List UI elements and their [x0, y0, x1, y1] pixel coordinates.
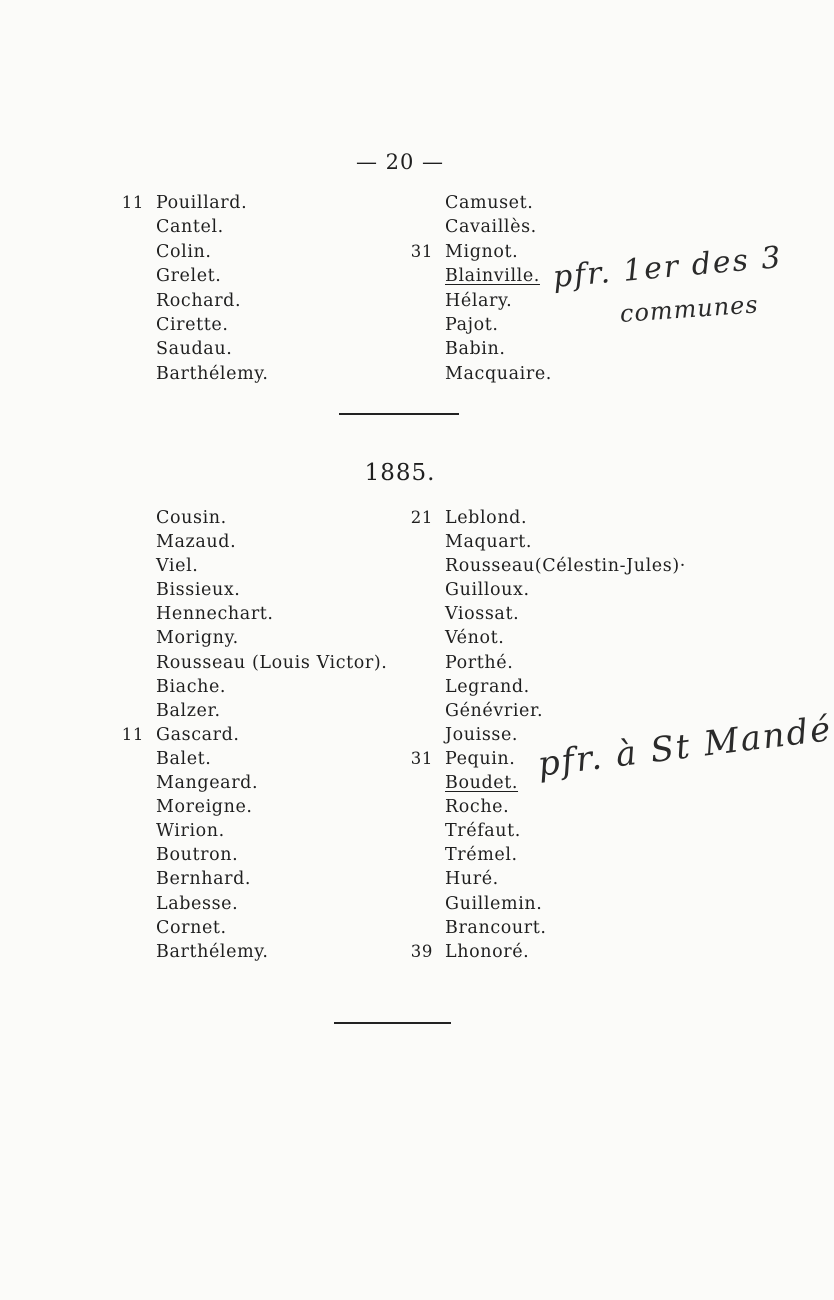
- handwritten-annotation: communes: [619, 290, 760, 328]
- list-item: [121, 191, 269, 215]
- list-item: [156, 578, 387, 602]
- list-item: [445, 626, 686, 650]
- section2-left-column: [121, 506, 388, 964]
- student-name: Rousseau(Célestin-Jules)·: [445, 556, 686, 577]
- student-name: Hélary.: [445, 290, 513, 311]
- student-name: Boutron.: [156, 845, 239, 866]
- list-item: [445, 554, 686, 578]
- student-name: Lhonoré.: [445, 941, 530, 962]
- list-item: [156, 771, 387, 795]
- list-item: [156, 892, 387, 916]
- list-item: [445, 699, 686, 723]
- list-item: [445, 651, 686, 675]
- student-name: Huré.: [445, 869, 499, 890]
- student-name: Porthé.: [445, 652, 514, 673]
- student-name: Cornet.: [156, 917, 227, 938]
- list-item: [445, 337, 552, 361]
- list-item: [445, 289, 552, 313]
- student-name: Colin.: [156, 241, 212, 262]
- student-name: Viossat.: [445, 604, 520, 625]
- rank-number: 21: [410, 508, 433, 527]
- list-item: [410, 940, 686, 964]
- list-item: [156, 313, 269, 337]
- rank-number: 31: [410, 748, 433, 768]
- page-number: — 20 —: [355, 150, 445, 174]
- student-name: Babin.: [445, 339, 506, 360]
- list-item: [445, 675, 686, 699]
- list-item: [445, 578, 686, 602]
- list-item: [445, 191, 552, 215]
- list-item: [445, 892, 686, 916]
- student-name: Roche.: [445, 797, 510, 818]
- list-item: [410, 506, 686, 530]
- student-name: Gascard.: [156, 724, 240, 745]
- student-name: Leblond.: [445, 508, 528, 528]
- student-name: Vénot.: [445, 628, 505, 649]
- list-item: [121, 723, 387, 747]
- list-item: [445, 867, 686, 891]
- year-heading: 1885.: [364, 460, 436, 486]
- list-item: [445, 215, 552, 239]
- list-item: [445, 602, 686, 626]
- student-name: Mazaud.: [156, 532, 237, 553]
- list-item: [156, 867, 387, 891]
- list-item: [156, 602, 387, 626]
- student-name: Rochard.: [156, 290, 242, 311]
- list-item: [156, 506, 387, 530]
- rank-number: 11: [121, 193, 144, 212]
- list-item: [156, 843, 387, 867]
- student-name: Cantel.: [156, 217, 224, 238]
- rank-number: 39: [410, 941, 433, 961]
- student-name: Barthélemy.: [156, 941, 269, 962]
- student-name: Moreigne.: [156, 797, 253, 818]
- student-name: Boudet.: [445, 773, 519, 794]
- student-name: Pouillard.: [156, 193, 248, 213]
- list-item: [445, 916, 686, 940]
- list-item: [156, 699, 387, 723]
- list-item: [445, 819, 686, 843]
- list-item: [156, 240, 269, 264]
- student-name: Pajot.: [445, 314, 499, 335]
- section1-right-column: [410, 191, 552, 386]
- student-name: Guilloux.: [445, 580, 530, 601]
- student-name: Hennechart.: [156, 604, 274, 625]
- list-item: [156, 289, 269, 313]
- rank-number: 11: [121, 724, 144, 744]
- student-name: Jouisse.: [445, 724, 519, 745]
- student-name: Mignot.: [445, 241, 519, 262]
- student-name: Cirette.: [156, 314, 229, 335]
- student-name: Barthélemy.: [156, 363, 269, 384]
- list-item: [156, 940, 387, 964]
- section1-left-column: [121, 191, 269, 386]
- list-item: [445, 530, 686, 554]
- section-divider: [334, 1022, 451, 1024]
- student-name: Saudau.: [156, 339, 233, 360]
- list-item: [156, 675, 387, 699]
- list-item: [156, 795, 387, 819]
- student-name: Maquart.: [445, 532, 533, 553]
- student-name: Balzer.: [156, 700, 221, 721]
- list-item: [445, 362, 552, 386]
- student-name: Biache.: [156, 676, 227, 697]
- student-name: Balet.: [156, 748, 212, 769]
- student-name: Bernhard.: [156, 869, 252, 890]
- student-name: Trémel.: [445, 845, 518, 866]
- student-name: Rousseau (Louis Victor).: [156, 652, 388, 673]
- student-name: Brancourt.: [445, 917, 547, 938]
- student-name: Labesse.: [156, 893, 239, 914]
- student-name: Blainville.: [445, 266, 540, 287]
- list-item: [445, 264, 552, 288]
- list-item: [156, 651, 387, 675]
- student-name: Guillemin.: [445, 893, 543, 914]
- student-name: Wirion.: [156, 821, 225, 842]
- student-name: Bissieux.: [156, 580, 241, 601]
- student-name: Legrand.: [445, 676, 530, 697]
- list-item: [445, 795, 686, 819]
- list-item: [156, 819, 387, 843]
- student-name: Viel.: [156, 556, 199, 577]
- student-name: Macquaire.: [445, 363, 552, 384]
- student-name: Mangeard.: [156, 773, 259, 794]
- student-name: Génévrier.: [445, 700, 544, 721]
- student-name: Cavaillès.: [445, 217, 537, 238]
- list-item: [445, 843, 686, 867]
- student-name: Tréfaut.: [445, 821, 521, 842]
- list-item: [410, 240, 552, 264]
- list-item: [156, 916, 387, 940]
- list-item: [156, 362, 269, 386]
- handwritten-annotation: pfr. 1er des 3: [551, 240, 784, 295]
- handwritten-annotation: pfr. à St Mandé: [535, 709, 834, 785]
- section-divider: [339, 413, 459, 415]
- list-item: [156, 747, 387, 771]
- list-item: [156, 264, 269, 288]
- student-name: Pequin.: [445, 748, 516, 769]
- student-name: Camuset.: [445, 193, 534, 213]
- list-item: [156, 626, 387, 650]
- rank-number: 31: [410, 241, 433, 261]
- list-item: [156, 554, 387, 578]
- student-name: Grelet.: [156, 266, 222, 287]
- list-item: [156, 337, 269, 361]
- list-item: [156, 215, 269, 239]
- list-item: [156, 530, 387, 554]
- student-name: Morigny.: [156, 628, 239, 649]
- student-name: Cousin.: [156, 508, 227, 528]
- list-item: [445, 313, 552, 337]
